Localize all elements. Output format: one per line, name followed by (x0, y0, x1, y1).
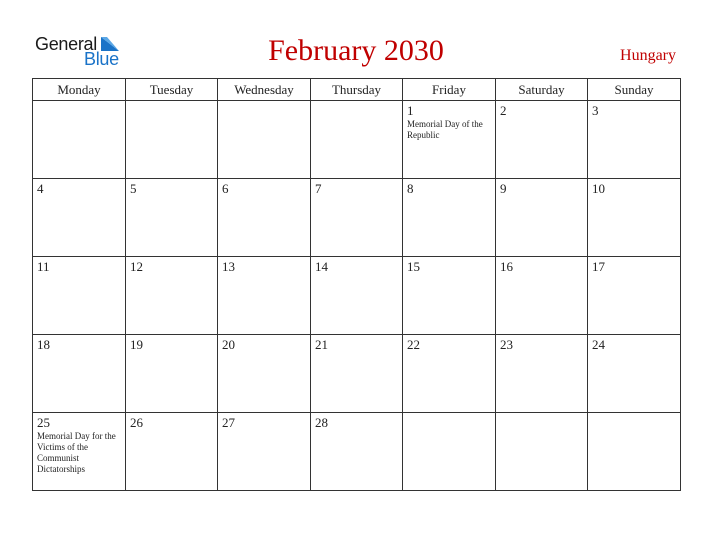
weekday-header: Sunday (588, 79, 681, 101)
weekday-header: Monday (33, 79, 126, 101)
day-cell (311, 413, 403, 491)
day-cell (496, 101, 588, 179)
day-cell (126, 257, 218, 335)
day-cell (311, 101, 403, 179)
day-cell (588, 257, 681, 335)
week-row (33, 413, 681, 491)
day-number: 6 (222, 181, 229, 196)
day-cell (403, 101, 496, 179)
day-number: 25 (37, 415, 50, 430)
day-cell (588, 101, 681, 179)
day-number: 13 (222, 259, 235, 274)
day-cell (311, 257, 403, 335)
day-number: 5 (130, 181, 137, 196)
week-row (33, 335, 681, 413)
day-cell (311, 179, 403, 257)
day-cell (126, 335, 218, 413)
day-number: 1 (407, 103, 414, 118)
day-cell (403, 335, 496, 413)
day-number: 14 (315, 259, 328, 274)
day-cell (126, 101, 218, 179)
logo-text-general: General (35, 34, 97, 54)
weekday-header: Saturday (496, 79, 588, 101)
calendar-grid (32, 78, 681, 491)
weekday-header: Friday (403, 79, 496, 101)
holiday-label: Memorial Day for the Victims of the Communist Dictatorships (37, 431, 116, 474)
day-cell (496, 257, 588, 335)
day-number: 7 (315, 181, 322, 196)
day-number: 17 (592, 259, 605, 274)
day-number: 11 (37, 259, 50, 274)
day-cell (403, 413, 496, 491)
day-number: 2 (500, 103, 507, 118)
holiday-label: Memorial Day of the Republic (407, 119, 483, 140)
day-number: 28 (315, 415, 328, 430)
week-row (33, 101, 681, 179)
weekday-header-row (33, 79, 681, 101)
day-cell (33, 179, 126, 257)
day-cell (403, 257, 496, 335)
day-cell (496, 179, 588, 257)
day-number: 9 (500, 181, 507, 196)
calendar-title: February 2030 (268, 34, 444, 67)
day-cell (403, 179, 496, 257)
day-cell (218, 101, 311, 179)
country-label: Hungary (620, 47, 676, 64)
week-row (33, 179, 681, 257)
day-cell (588, 179, 681, 257)
day-cell (218, 257, 311, 335)
weekday-header: Wednesday (218, 79, 311, 101)
day-number: 16 (500, 259, 513, 274)
week-row (33, 257, 681, 335)
day-cell (588, 413, 681, 491)
day-cell (33, 413, 126, 491)
day-number: 23 (500, 337, 513, 352)
day-number: 27 (222, 415, 235, 430)
day-number: 10 (592, 181, 605, 196)
day-cell (126, 179, 218, 257)
weekday-header: Thursday (311, 79, 403, 101)
day-number: 19 (130, 337, 143, 352)
day-cell (218, 179, 311, 257)
logo-text-blue: Blue (84, 49, 119, 69)
day-cell (496, 335, 588, 413)
day-number: 18 (37, 337, 50, 352)
day-number: 4 (37, 181, 44, 196)
day-cell (33, 101, 126, 179)
day-cell (218, 413, 311, 491)
day-number: 24 (592, 337, 605, 352)
day-number: 8 (407, 181, 414, 196)
day-number: 21 (315, 337, 328, 352)
day-number: 22 (407, 337, 420, 352)
day-cell (218, 335, 311, 413)
day-cell (33, 257, 126, 335)
weekday-header: Tuesday (126, 79, 218, 101)
day-number: 15 (407, 259, 420, 274)
day-cell (33, 335, 126, 413)
day-cell (126, 413, 218, 491)
day-number: 3 (592, 103, 599, 118)
day-number: 26 (130, 415, 143, 430)
day-cell (311, 335, 403, 413)
day-cell (588, 335, 681, 413)
day-cell (496, 413, 588, 491)
day-number: 12 (130, 259, 143, 274)
day-number: 20 (222, 337, 235, 352)
